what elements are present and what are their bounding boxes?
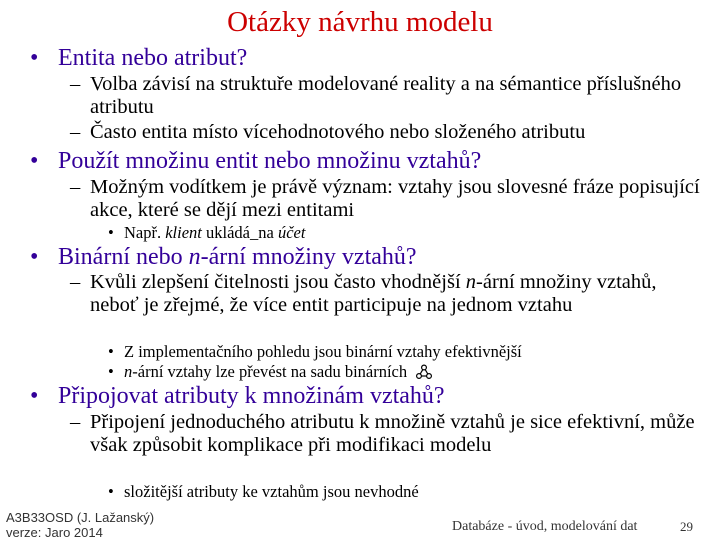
bullet-marker: • bbox=[108, 362, 114, 381]
sub-sub-bullet-text: složitější atributy ke vztahům jsou nevhodné bbox=[124, 482, 419, 501]
text-part: Binární nebo bbox=[58, 244, 189, 270]
footer-course-info bbox=[6, 510, 154, 540]
italic-term: n bbox=[188, 244, 201, 270]
sub-sub-bullet bbox=[108, 482, 708, 502]
bullet-entity-or-attribute bbox=[30, 44, 710, 72]
italic-term: klient bbox=[165, 223, 202, 242]
slide-title: Otázky návrhu modelu bbox=[227, 6, 493, 38]
bullet-marker: • bbox=[30, 45, 39, 71]
sub-bullet bbox=[70, 73, 710, 119]
bullet-text: Entita nebo atribut? bbox=[58, 45, 248, 71]
bullet-marker: • bbox=[108, 342, 114, 361]
bullet-relationship-attributes bbox=[30, 382, 710, 410]
bullet-marker: • bbox=[30, 383, 39, 409]
sub-bullet bbox=[70, 176, 710, 222]
bullet-marker: • bbox=[108, 223, 114, 242]
sub-bullet-text: Připojení jednoduchého atributu k množině vztahů je sice efektivní, může však způsobit komplikace při modifikaci modelu bbox=[90, 411, 695, 456]
bullet-marker: • bbox=[108, 482, 114, 501]
sub-bullet-text: Možným vodítkem je právě význam: vztahy jsou slovesné fráze popisující akce, které se dějí mezi entitami bbox=[90, 176, 700, 221]
sub-bullet-text: Volba závisí na struktuře modelované reality a na sémantice příslušného atributu bbox=[90, 73, 682, 118]
sub-sub-bullet bbox=[108, 342, 708, 362]
footer-topic: Databáze - úvod, modelování dat bbox=[452, 519, 638, 534]
sub-sub-bullet bbox=[108, 223, 708, 243]
text-part: ukládá_na bbox=[201, 223, 278, 242]
sub-bullet bbox=[70, 411, 710, 457]
footer-course: A3B33OSD (J. Lažanský) bbox=[6, 510, 155, 525]
sub-sub-bullet-text: Z implementačního pohledu jsou binární vztahy efektivnější bbox=[124, 342, 522, 361]
text-part: -ární vztahy lze převést na sadu binárních bbox=[132, 362, 408, 381]
italic-term: n bbox=[124, 362, 133, 381]
bullet-text: Připojovat atributy k množinám vztahů? bbox=[58, 383, 445, 409]
text-part: -ární množiny vztahů, neboť je zřejmé, že více entit participuje na jednom vztahu bbox=[90, 271, 657, 316]
bullet-marker: • bbox=[30, 148, 39, 174]
sub-bullet-text: Často entita místo vícehodnotového nebo složeného atributu bbox=[90, 121, 586, 143]
dash-marker: – bbox=[70, 73, 81, 95]
sub-bullet-text bbox=[90, 271, 710, 317]
footer-term: verze: Jaro 2014 bbox=[6, 525, 103, 540]
sub-bullet bbox=[70, 271, 710, 317]
dash-marker: – bbox=[70, 271, 81, 293]
page-number: 29 bbox=[680, 519, 693, 534]
bullet-entity-set-or-relationship-set bbox=[30, 147, 710, 175]
italic-term: n bbox=[465, 271, 477, 293]
bullet-binary-or-nary bbox=[30, 243, 710, 271]
bullet-marker: • bbox=[30, 244, 39, 270]
sub-sub-bullet-text bbox=[124, 223, 708, 243]
text-part: -ární množiny vztahů? bbox=[200, 244, 417, 270]
italic-term: účet bbox=[277, 223, 306, 242]
sub-bullet bbox=[70, 121, 710, 144]
bullet-text: Použít množinu entit nebo množinu vztahů? bbox=[58, 148, 482, 174]
dash-marker: – bbox=[70, 176, 81, 198]
dash-marker: – bbox=[70, 411, 81, 433]
text-part: Kvůli zlepšení čitelnosti jsou často vhodnější bbox=[90, 271, 466, 293]
bullet-text bbox=[58, 243, 710, 271]
text-part: Např. bbox=[124, 223, 166, 242]
dash-marker: – bbox=[70, 121, 81, 143]
